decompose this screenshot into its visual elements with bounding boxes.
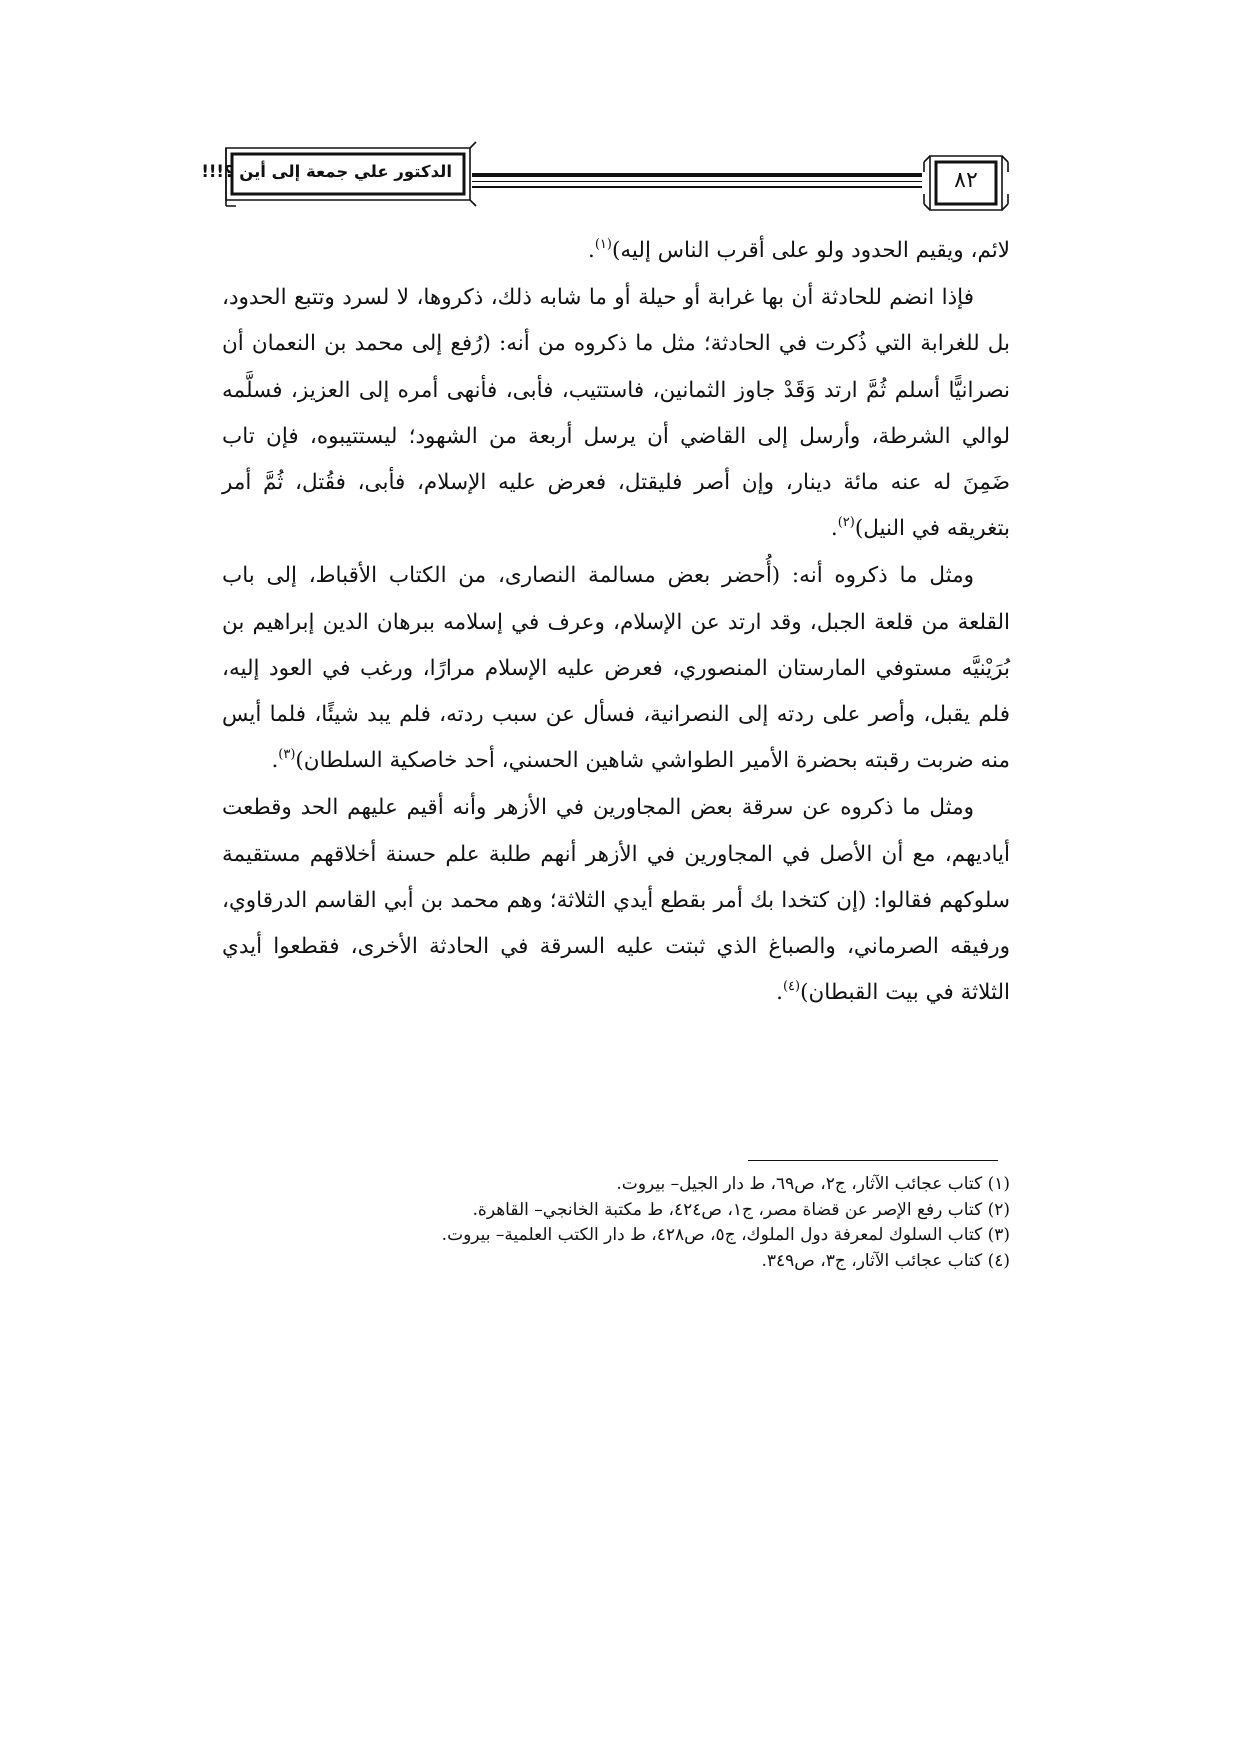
paragraph-end: . — [588, 238, 595, 263]
paragraph — [222, 785, 1010, 1016]
paragraph-text: لائم، ويقيم الحدود ولو على أقرب الناس إليه) — [611, 238, 1010, 263]
footnote-marker: (٢) — [837, 515, 855, 531]
paragraph — [222, 228, 1010, 274]
footnote: (٤) كتاب عجائب الآثار، ج٣، ص٣٤٩. — [761, 1250, 1010, 1271]
footnote-separator — [748, 1160, 998, 1161]
footnote-marker: (٣) — [278, 747, 296, 763]
running-header — [201, 140, 1012, 220]
header-title-frame — [201, 140, 478, 216]
header-rule-thick — [472, 173, 922, 177]
header-rule-bottom — [472, 186, 922, 188]
footnotes — [222, 1172, 1010, 1274]
paragraph-text: ومثل ما ذكروه عن سرقة بعض المجاورين في الأزهر وأنه أقيم عليهم الحد وقطعت أياديهم، مع أن الأصل في المجاورين في الأزهر أنهم طلبة علم حسنة أخلاقهم مستقيمة سلوكهم فقالوا: (إن كتخدا بك أمر بقطع أيدي الثلاثة؛ وهم محمد بن أبي القاسم الدرقاوي، ورفيقه الصرماني، والصباغ الذي ثبتت عليه السرقة في الحادثة الأخرى، فقطعوا أيدي الثلاثة في بيت القبطان) — [222, 795, 1010, 1006]
paragraph-text: ومثل ما ذكروه أنه: (أُحضر بعض مسالمة النصارى، من الكتاب الأقباط، إلى باب القلعة من قلعة الجبل، وقد ارتد عن الإسلام، وعرف في إسلامه ببرهان الدين إبراهيم بن بُرَيْنيَّه مستوفي المارستان المنصوري، فعرض عليه الإسلام مرارًا، ورغب في العود إليه، فلم يقبل، وأصر على ردته إلى النصرانية، فسأل عن سبب ردته، فلم يبد شيئًا، فلما أيس منه ضربت رقبته بحضرة الأمير الطواشي شاهين الحسني، أحد خاصكية السلطان) — [222, 563, 1010, 774]
page-number: ٨٢ — [954, 168, 978, 193]
paragraph-end: . — [271, 748, 279, 774]
footnote: (٢) كتاب رفع الإصر عن قضاة مصر، ج١، ص٤٢٤، ط مكتبة الخانجي– القاهرة. — [472, 1199, 1010, 1220]
paragraph-text: فإذا انضم للحادثة أن بها غرابة أو حيلة أو ما شابه ذلك، ذكروها، لا لسرد وتتبع الحدود، بل للغرابة التي ذُكرت في الحادثة؛ مثل ما ذكروه من أنه: (رُفع إلى محمد بن النعمان أن نصرانيًّا أسلم ثُمَّ ارتد وَقَدْ جاوز الثمانين، فاستتيب، فأبى، فأنهى أمره إلى العزيز، فسلَّمه لوالي الشرطة، وأرسل إلى القاضي أن يرسل أربعة من الشهود؛ ليستتيبوه، فإن تاب ضَمِنَ له عنه مائة دينار، وإن أصر فليقتل، فعرض عليه الإسلام، فأبى، فقُتل، ثُمَّ أمر بتغريقه في النيل) — [222, 285, 1010, 542]
running-title: الدكتور علي جمعة إلى أين ؟!!! — [201, 162, 452, 181]
paragraph — [222, 275, 1010, 552]
footnote: (٣) كتاب السلوك لمعرفة دول الملوك، ج٥، ص٤٢٨، ط دار الكتب العلمية– بيروت. — [441, 1225, 1010, 1245]
paragraph — [222, 553, 1010, 784]
footnote: (١) كتاب عجائب الآثار، ج٢، ص٦٩، ط دار الجيل– بيروت. — [616, 1174, 1010, 1194]
page-number-frame — [920, 152, 1012, 214]
footnote-marker: (١) — [594, 237, 612, 252]
paragraph-end: . — [776, 980, 783, 1006]
header-rule-thin — [472, 181, 922, 182]
paragraph-end: . — [830, 516, 838, 542]
main-text — [222, 228, 1010, 1016]
footnote-marker: (٤) — [782, 979, 801, 995]
